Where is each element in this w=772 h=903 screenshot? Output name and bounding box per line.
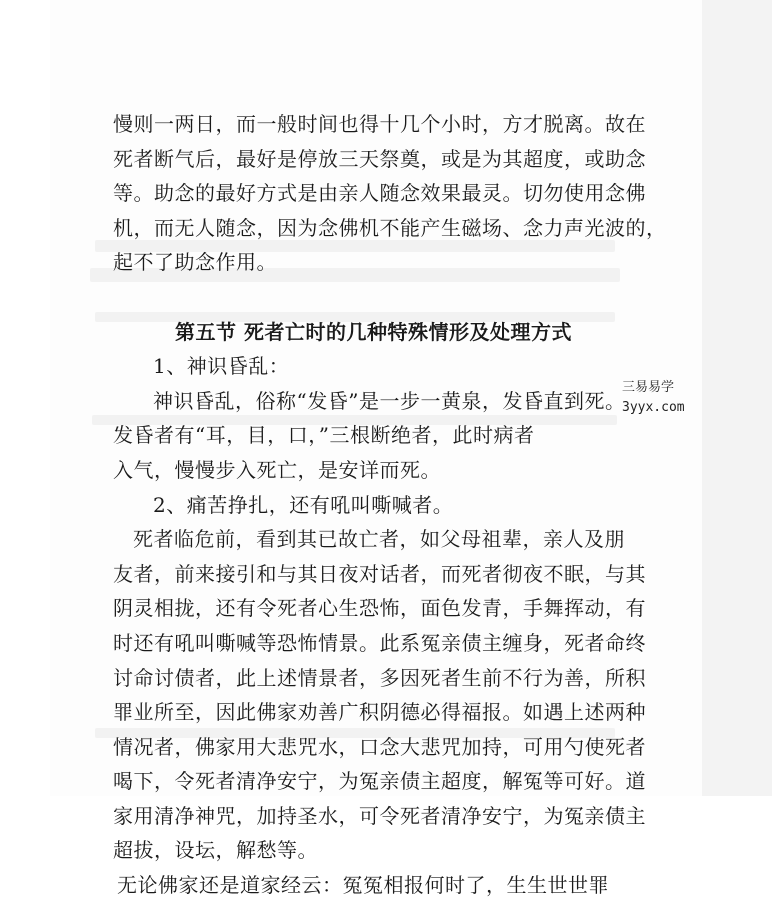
text-line: 慢则一两日，而一般时间也得十几个小时，方才脱离。故在 — [113, 112, 646, 136]
text-line: 起不了助念作用。 — [113, 250, 277, 275]
blank-line — [113, 280, 609, 315]
text-line: 死者断气后，最好是停放三天祭奠，或是为其超度，或助念 — [113, 146, 646, 171]
subsection-heading: 2、痛苦挣扎，还有吼叫嘶喊者。 — [153, 492, 454, 517]
site-watermark — [622, 378, 702, 418]
text-line: 讨命讨债者，此上述情景者，多因死者生前不行为善，所积 — [113, 665, 646, 690]
text-line: 喝下，令死者清净安宁，为冤亲债主超度，解冤等可好。道 — [113, 769, 646, 794]
text-line: 机，而无人随念，因为念佛机不能产生磁场、念力声光波的， — [113, 215, 667, 240]
text-line: 无论佛家还是道家经云：冤冤相报何时了，生生世世罪 — [117, 873, 609, 898]
text-line: 等。助念的最好方式是由亲人随念效果最灵。切勿使用念佛 — [113, 181, 646, 206]
watermark-title: 三易易学 — [622, 380, 675, 395]
text-line: 超拔，设坛，解愁等。 — [113, 838, 318, 863]
text-line: 情况者，佛家用大悲咒水，口念大悲咒加持，可用勺使死者 — [113, 734, 646, 759]
page-margin-shadow — [702, 0, 772, 796]
subsection-heading: 1、神识昏乱： — [153, 354, 290, 379]
text-line: 时还有吼叫嘶喊等恐怖情景。此系冤亲债主缠身，死者命终 — [113, 630, 646, 655]
text-line: 友者，前来接引和与其日夜对话者，而死者彻夜不眠，与其 — [113, 561, 646, 586]
text-line: 入气，慢慢步入死亡，是安详而死。 — [113, 457, 441, 482]
text-line: 家用清净神咒，加持圣水，可令死者清净安宁，为冤亲债主 — [113, 803, 646, 828]
text-line: 死者临危前，看到其已故亡者，如父母祖辈，亲人及朋 — [133, 527, 625, 552]
watermark-url: 3yyx.com — [622, 400, 685, 415]
text-line: 罪业所至，因此佛家劝善广积阴德必得福报。如遇上述两种 — [113, 700, 646, 725]
text-line: 发昏者有“耳，目，口，”三根断绝者，此时病者 — [113, 423, 535, 448]
section-heading: 第五节 死者亡时的几种特殊情形及处理方式 — [175, 319, 572, 344]
text-line: 阴灵相拢，还有令死者心生恐怖，面色发青，手舞挥动，有 — [113, 596, 646, 621]
text-line: 神识昏乱，俗称“发昏”是一步一黄泉，发昏直到死。 — [153, 388, 626, 413]
